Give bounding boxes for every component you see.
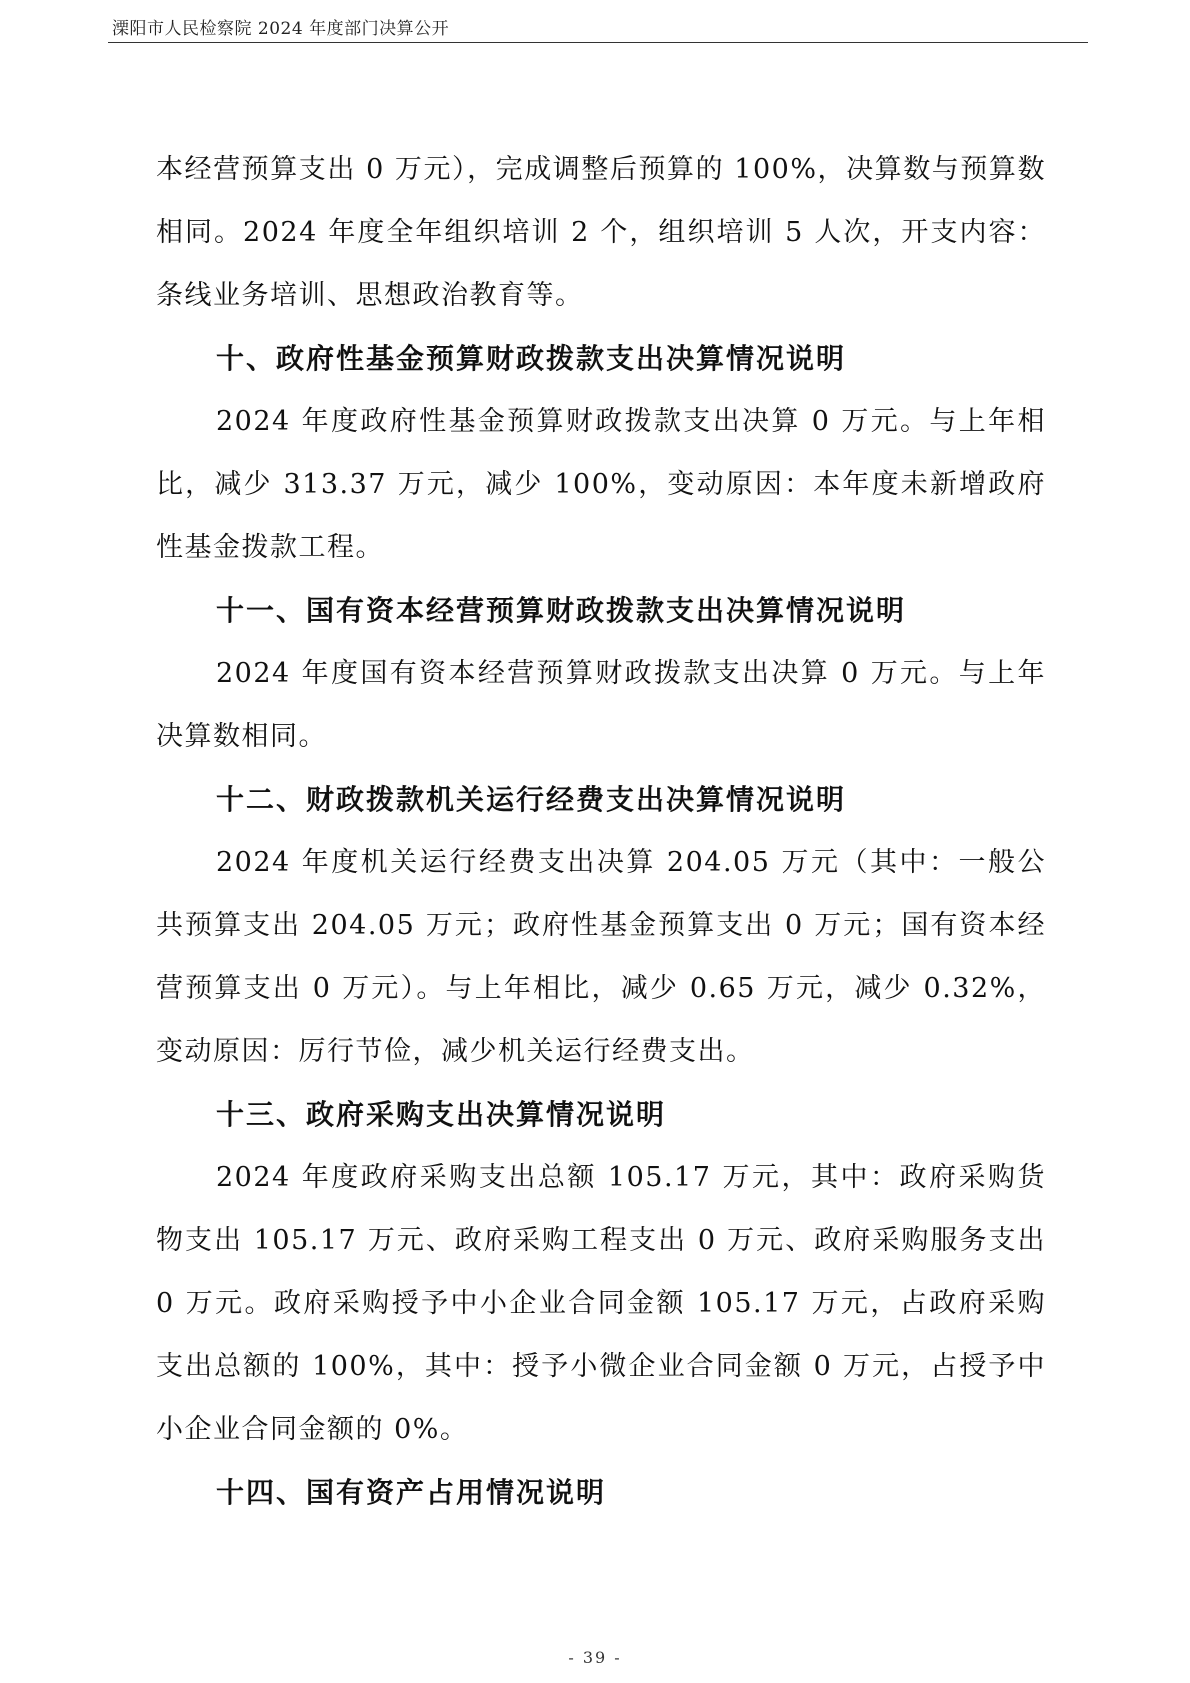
heading-procurement: 十三、政府采购支出决算情况说明 [216,1098,667,1131]
header-rule [108,42,1088,43]
heading-state-assets: 十四、国有资产占用情况说明 [216,1476,607,1509]
running-header: 溧阳市人民检察院 2024 年度部门决算公开 [112,19,450,39]
page-number: - 39 - [568,1648,622,1667]
heading-government-fund: 十、政府性基金预算财政拨款支出决算情况说明 [216,342,847,375]
heading-operating-expenses: 十二、财政拨款机关运行经费支出决算情况说明 [216,783,847,816]
document-body [156,138,1046,1524]
paragraph-procurement: 2024 年度政府采购支出总额 105.17 万元，其中：政府采购货物支出 105.17 万元、政府采购工程支出 0 万元、政府采购服务支出 0 万元。政府采购授予中小企业合同金额 105.17 万元，占政府采购支出总额的 100%，其中：授予小微企业合同金额 0 万元，占授予中小企业合同金额的 0%。 [156,1162,1046,1445]
paragraph-operating-expenses: 2024 年度机关运行经费支出决算 204.05 万元（其中：一般公共预算支出 204.05 万元；政府性基金预算支出 0 万元；国有资本经营预算支出 0 万元）。与上年相比，减少 0.65 万元，减少 0.32%，变动原因：厉行节俭，减少机关运行经费支出。 [156,847,1046,1067]
paragraph-training-expenses: 本经营预算支出 0 万元），完成调整后预算的 100%，决算数与预算数相同。2024 年度全年组织培训 2 个，组织培训 5 人次，开支内容：条线业务培训、思想政治教育等。 [156,154,1046,311]
paragraph-government-fund: 2024 年度政府性基金预算财政拨款支出决算 0 万元。与上年相比，减少 313.37 万元，减少 100%，变动原因：本年度未新增政府性基金拨款工程。 [156,406,1046,563]
paragraph-state-capital: 2024 年度国有资本经营预算财政拨款支出决算 0 万元。与上年决算数相同。 [156,658,1046,752]
heading-state-capital: 十一、国有资本经营预算财政拨款支出决算情况说明 [216,594,907,627]
